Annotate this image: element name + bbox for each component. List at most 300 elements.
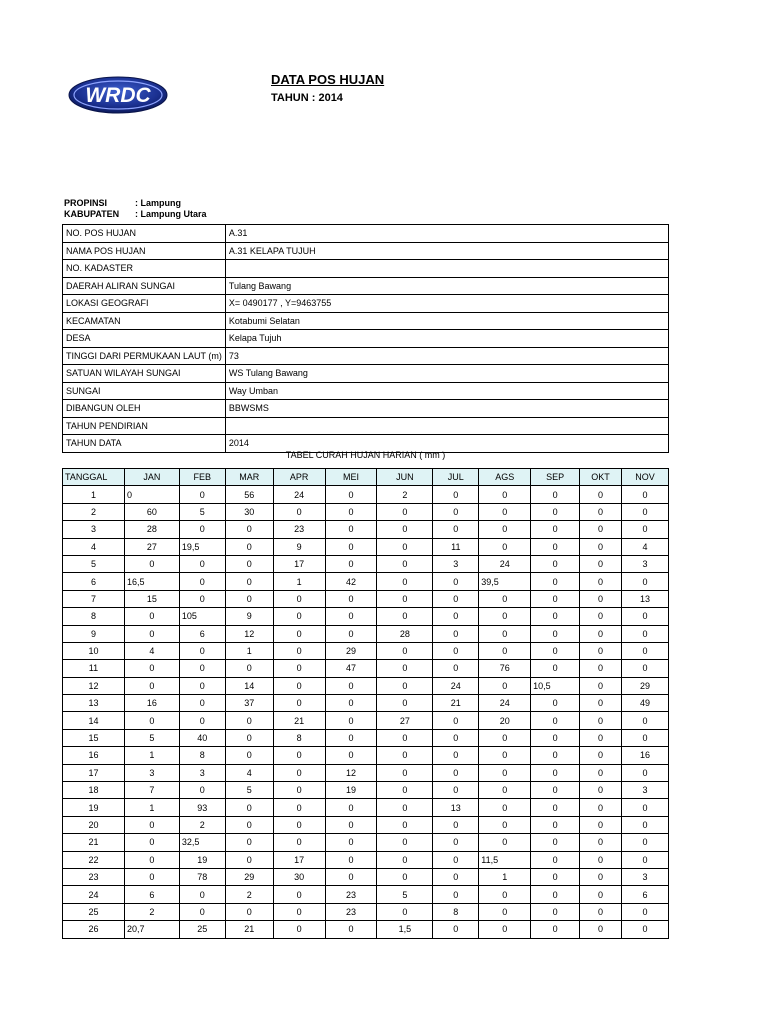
table-row (63, 573, 669, 590)
rain-cell: 24 (479, 695, 531, 712)
rain-cell: 0 (531, 851, 580, 868)
rain-cell: 0 (273, 590, 325, 607)
rain-cell: 0 (580, 538, 622, 555)
rain-cell: 0 (124, 868, 179, 885)
rain-cell: 13 (433, 799, 479, 816)
rain-cell: 0 (622, 921, 669, 938)
day-cell: 22 (63, 851, 125, 868)
rain-cell: 28 (124, 521, 179, 538)
rain-cell: 0 (273, 921, 325, 938)
info-value: Kelapa Tujuh (225, 330, 668, 348)
rain-cell: 0 (124, 677, 179, 694)
rain-cell: 0 (179, 486, 225, 503)
rain-cell: 0 (124, 608, 179, 625)
rain-cell: 0 (580, 590, 622, 607)
rain-cell: 0 (479, 503, 531, 520)
rain-cell: 0 (531, 695, 580, 712)
rain-cell: 0 (225, 538, 273, 555)
rain-cell: 0 (433, 712, 479, 729)
rain-cell: 24 (479, 555, 531, 572)
info-row (63, 365, 669, 383)
table-row (63, 834, 669, 851)
rain-cell: 0 (531, 486, 580, 503)
rain-cell: 0 (622, 729, 669, 746)
info-value (225, 260, 668, 278)
rain-cell: 0 (377, 764, 433, 781)
info-label: DESA (63, 330, 226, 348)
rain-cell: 21 (273, 712, 325, 729)
rain-cell: 78 (179, 868, 225, 885)
rain-cell: 0 (325, 816, 377, 833)
rain-cell: 0 (325, 799, 377, 816)
rain-cell: 30 (273, 868, 325, 885)
rain-cell: 0 (225, 660, 273, 677)
rain-cell: 0 (325, 834, 377, 851)
rain-cell: 0 (580, 816, 622, 833)
rain-cell: 0 (531, 782, 580, 799)
rain-cell: 3 (622, 555, 669, 572)
rain-cell: 20 (479, 712, 531, 729)
info-row (63, 312, 669, 330)
day-cell: 25 (63, 903, 125, 920)
rain-cell: 7 (124, 782, 179, 799)
rain-header-row (63, 469, 669, 486)
rain-cell: 0 (580, 851, 622, 868)
table-row (63, 799, 669, 816)
rain-cell: 60 (124, 503, 179, 520)
column-header: TANGGAL (63, 469, 125, 486)
info-value: 73 (225, 347, 668, 365)
rain-cell: 2 (124, 903, 179, 920)
rain-cell: 24 (433, 677, 479, 694)
table-row (63, 729, 669, 746)
rain-cell: 19,5 (179, 538, 225, 555)
rain-cell: 0 (580, 625, 622, 642)
rain-cell: 25 (179, 921, 225, 938)
column-header: JAN (124, 469, 179, 486)
rain-cell: 0 (433, 590, 479, 607)
rain-cell: 0 (531, 903, 580, 920)
rain-cell: 0 (377, 729, 433, 746)
day-cell: 24 (63, 886, 125, 903)
rain-cell: 0 (622, 486, 669, 503)
rain-cell: 0 (433, 729, 479, 746)
rain-cell: 0 (325, 695, 377, 712)
rain-cell: 0 (377, 868, 433, 885)
info-label: DAERAH ALIRAN SUNGAI (63, 277, 226, 295)
rain-cell: 24 (273, 486, 325, 503)
rain-cell: 0 (325, 590, 377, 607)
rain-cell: 0 (273, 503, 325, 520)
rain-cell: 0 (377, 851, 433, 868)
day-cell: 19 (63, 799, 125, 816)
rain-cell: 0 (124, 555, 179, 572)
rain-cell: 0 (273, 642, 325, 659)
rain-cell: 0 (273, 816, 325, 833)
day-cell: 11 (63, 660, 125, 677)
rain-cell: 0 (179, 886, 225, 903)
rain-cell: 0 (325, 868, 377, 885)
info-row (63, 295, 669, 313)
info-value: X= 0490177 , Y=9463755 (225, 295, 668, 313)
rain-cell: 5 (179, 503, 225, 520)
rain-cell: 0 (531, 712, 580, 729)
rain-cell: 0 (273, 660, 325, 677)
rain-cell: 0 (433, 608, 479, 625)
rain-cell: 0 (479, 903, 531, 920)
rain-cell: 0 (377, 695, 433, 712)
rain-cell: 0 (179, 521, 225, 538)
rain-cell: 27 (377, 712, 433, 729)
column-header: JUL (433, 469, 479, 486)
rain-cell: 0 (580, 747, 622, 764)
rain-cell: 19 (325, 782, 377, 799)
rain-cell: 0 (179, 660, 225, 677)
rain-cell: 9 (273, 538, 325, 555)
rain-cell: 9 (225, 608, 273, 625)
rain-cell: 39,5 (479, 573, 531, 590)
rain-cell: 0 (124, 816, 179, 833)
info-label: KECAMATAN (63, 312, 226, 330)
day-cell: 12 (63, 677, 125, 694)
rain-cell: 0 (124, 712, 179, 729)
rain-cell: 0 (580, 764, 622, 781)
rain-cell: 76 (479, 660, 531, 677)
rain-cell: 2 (377, 486, 433, 503)
rain-cell: 0 (179, 590, 225, 607)
rain-cell: 0 (273, 764, 325, 781)
table-row (63, 747, 669, 764)
rain-cell: 0 (622, 903, 669, 920)
info-value: 2014 (225, 435, 668, 453)
rain-cell: 29 (325, 642, 377, 659)
rain-cell: 0 (531, 886, 580, 903)
info-label: TAHUN DATA (63, 435, 226, 453)
rain-cell: 0 (479, 677, 531, 694)
rain-cell: 1 (273, 573, 325, 590)
rain-cell: 0 (124, 625, 179, 642)
rain-cell: 10,5 (531, 677, 580, 694)
day-cell: 3 (63, 521, 125, 538)
rain-cell: 0 (225, 799, 273, 816)
rain-cell: 0 (273, 886, 325, 903)
rain-cell: 0 (531, 503, 580, 520)
rain-cell: 0 (580, 729, 622, 746)
rain-cell: 0 (179, 573, 225, 590)
rain-cell: 0 (479, 747, 531, 764)
rain-cell: 0 (479, 608, 531, 625)
rain-cell: 3 (622, 868, 669, 885)
rain-cell: 0 (179, 695, 225, 712)
rain-cell: 0 (479, 538, 531, 555)
rain-cell: 0 (225, 851, 273, 868)
rain-cell: 0 (124, 834, 179, 851)
rain-cell: 0 (531, 521, 580, 538)
rain-cell: 0 (479, 625, 531, 642)
rain-cell: 0 (433, 747, 479, 764)
rain-cell: 0 (273, 782, 325, 799)
rain-cell: 0 (225, 521, 273, 538)
rain-cell: 14 (225, 677, 273, 694)
info-label: SATUAN WILAYAH SUNGAI (63, 365, 226, 383)
table-row (63, 695, 669, 712)
rain-cell: 0 (433, 521, 479, 538)
day-cell: 23 (63, 868, 125, 885)
rain-cell: 17 (273, 555, 325, 572)
rain-cell: 0 (622, 712, 669, 729)
rain-cell: 0 (377, 538, 433, 555)
rain-cell: 4 (622, 538, 669, 555)
table-row (63, 886, 669, 903)
rain-cell: 0 (622, 625, 669, 642)
rain-cell: 0 (433, 816, 479, 833)
rain-cell: 42 (325, 573, 377, 590)
info-value: Way Umban (225, 382, 668, 400)
column-header: NOV (622, 469, 669, 486)
info-row (63, 225, 669, 243)
rain-cell: 0 (531, 538, 580, 555)
day-cell: 1 (63, 486, 125, 503)
rain-cell: 40 (179, 729, 225, 746)
rain-cell: 0 (580, 868, 622, 885)
rain-cell: 0 (622, 799, 669, 816)
rain-cell: 21 (225, 921, 273, 938)
rain-cell: 0 (531, 555, 580, 572)
rain-cell: 5 (124, 729, 179, 746)
rain-cell: 0 (531, 799, 580, 816)
table-row (63, 608, 669, 625)
rain-cell: 0 (325, 486, 377, 503)
rain-cell: 20,7 (124, 921, 179, 938)
rain-cell: 17 (273, 851, 325, 868)
rain-cell: 56 (225, 486, 273, 503)
day-cell: 13 (63, 695, 125, 712)
rain-cell: 1 (479, 868, 531, 885)
rain-cell: 2 (225, 886, 273, 903)
info-value (225, 417, 668, 435)
rain-cell: 0 (273, 608, 325, 625)
rain-cell: 0 (580, 903, 622, 920)
wrdc-logo (68, 76, 168, 114)
rain-cell: 0 (580, 486, 622, 503)
rain-cell: 0 (325, 712, 377, 729)
rain-cell: 0 (622, 521, 669, 538)
rain-cell: 0 (622, 642, 669, 659)
rain-cell: 0 (433, 782, 479, 799)
rain-cell: 12 (325, 764, 377, 781)
rain-cell: 0 (433, 868, 479, 885)
rain-cell: 0 (580, 695, 622, 712)
table-row (63, 538, 669, 555)
rain-cell: 0 (273, 625, 325, 642)
rain-cell: 0 (580, 799, 622, 816)
rain-cell: 0 (479, 816, 531, 833)
rain-cell: 0 (433, 503, 479, 520)
rain-cell: 0 (622, 573, 669, 590)
table-row (63, 503, 669, 520)
rain-cell: 0 (479, 799, 531, 816)
rain-cell: 37 (225, 695, 273, 712)
rain-cell: 0 (580, 921, 622, 938)
table-row (63, 521, 669, 538)
rain-cell: 0 (325, 555, 377, 572)
rain-cell: 0 (531, 573, 580, 590)
rain-cell: 1 (124, 747, 179, 764)
rain-cell: 0 (273, 834, 325, 851)
rain-cell: 0 (325, 521, 377, 538)
day-cell: 6 (63, 573, 125, 590)
rain-cell: 0 (377, 573, 433, 590)
table-row (63, 660, 669, 677)
rain-cell: 0 (124, 851, 179, 868)
rain-cell: 3 (124, 764, 179, 781)
info-row (63, 330, 669, 348)
day-cell: 14 (63, 712, 125, 729)
rain-cell: 30 (225, 503, 273, 520)
rain-cell: 0 (377, 782, 433, 799)
rain-cell: 0 (225, 816, 273, 833)
propinsi-value: : Lampung (135, 198, 181, 208)
rain-cell: 0 (325, 921, 377, 938)
table-row (63, 486, 669, 503)
rain-cell: 0 (377, 816, 433, 833)
day-cell: 5 (63, 555, 125, 572)
rain-cell: 0 (433, 886, 479, 903)
rain-cell: 0 (325, 503, 377, 520)
rain-cell: 0 (179, 677, 225, 694)
rain-cell: 0 (325, 625, 377, 642)
info-row (63, 277, 669, 295)
table-row (63, 712, 669, 729)
rain-cell: 0 (225, 573, 273, 590)
rain-cell: 0 (531, 868, 580, 885)
rain-cell: 0 (433, 834, 479, 851)
rain-cell: 0 (179, 903, 225, 920)
info-row (63, 242, 669, 260)
column-header: OKT (580, 469, 622, 486)
rain-cell: 3 (179, 764, 225, 781)
rain-cell: 4 (124, 642, 179, 659)
rain-cell: 0 (225, 590, 273, 607)
day-cell: 26 (63, 921, 125, 938)
info-label: NO. KADASTER (63, 260, 226, 278)
table-row (63, 764, 669, 781)
rain-cell: 0 (622, 503, 669, 520)
info-label: TINGGI DARI PERMUKAAN LAUT (m) (63, 347, 226, 365)
table-row (63, 590, 669, 607)
rain-cell: 0 (580, 642, 622, 659)
rain-cell: 0 (433, 625, 479, 642)
kabupaten-label: KABUPATEN (64, 209, 120, 219)
rain-cell: 0 (377, 608, 433, 625)
rain-cell: 8 (179, 747, 225, 764)
day-cell: 9 (63, 625, 125, 642)
day-cell: 7 (63, 590, 125, 607)
rain-cell: 29 (225, 868, 273, 885)
rain-cell: 0 (433, 642, 479, 659)
rain-cell: 0 (622, 764, 669, 781)
rain-cell: 0 (225, 903, 273, 920)
table-row (63, 903, 669, 920)
rain-cell: 0 (377, 642, 433, 659)
kabupaten-line (64, 209, 207, 219)
rain-cell: 0 (433, 486, 479, 503)
rain-cell: 0 (531, 625, 580, 642)
table-row (63, 642, 669, 659)
info-value: Tulang Bawang (225, 277, 668, 295)
station-info-table (62, 224, 669, 453)
rain-cell: 6 (124, 886, 179, 903)
rain-cell: 0 (479, 486, 531, 503)
rain-cell: 5 (377, 886, 433, 903)
rain-cell: 1 (124, 799, 179, 816)
rain-cell: 0 (377, 590, 433, 607)
rain-cell: 32,5 (179, 834, 225, 851)
rain-cell: 0 (622, 660, 669, 677)
info-value: BBWSMS (225, 400, 668, 418)
rain-cell: 0 (479, 521, 531, 538)
table-row (63, 868, 669, 885)
rain-cell: 5 (225, 782, 273, 799)
rain-cell: 21 (433, 695, 479, 712)
column-header: MEI (325, 469, 377, 486)
rain-cell: 16,5 (124, 573, 179, 590)
rain-cell: 0 (377, 903, 433, 920)
table-row (63, 677, 669, 694)
rain-cell: 0 (479, 590, 531, 607)
rain-cell: 3 (622, 782, 669, 799)
day-cell: 20 (63, 816, 125, 833)
day-cell: 8 (63, 608, 125, 625)
info-label: NO. POS HUJAN (63, 225, 226, 243)
rain-cell: 93 (179, 799, 225, 816)
info-label: SUNGAI (63, 382, 226, 400)
rain-cell: 0 (225, 712, 273, 729)
rain-cell: 0 (479, 729, 531, 746)
rain-table-caption: TABEL CURAH HUJAN HARIAN ( mm ) (285, 450, 446, 460)
rain-cell: 2 (179, 816, 225, 833)
day-cell: 10 (63, 642, 125, 659)
rain-cell: 8 (273, 729, 325, 746)
rain-cell: 0 (479, 782, 531, 799)
rain-cell: 0 (622, 834, 669, 851)
rain-cell: 0 (433, 764, 479, 781)
rain-cell: 19 (179, 851, 225, 868)
rain-cell: 13 (622, 590, 669, 607)
rain-cell: 0 (531, 747, 580, 764)
rain-cell: 0 (580, 521, 622, 538)
info-row (63, 417, 669, 435)
rain-cell: 0 (433, 660, 479, 677)
rain-cell: 0 (479, 834, 531, 851)
day-cell: 4 (63, 538, 125, 555)
rain-cell: 0 (580, 712, 622, 729)
rain-cell: 0 (531, 816, 580, 833)
rain-cell: 0 (377, 834, 433, 851)
day-cell: 21 (63, 834, 125, 851)
rain-cell: 11,5 (479, 851, 531, 868)
rain-cell: 0 (325, 608, 377, 625)
rain-cell: 0 (377, 555, 433, 572)
rain-cell: 15 (124, 590, 179, 607)
info-row (63, 260, 669, 278)
logo-text: WRDC (85, 84, 151, 107)
rainfall-table (62, 468, 669, 939)
info-value: WS Tulang Bawang (225, 365, 668, 383)
rain-cell: 49 (622, 695, 669, 712)
rain-cell: 0 (433, 921, 479, 938)
rain-cell: 0 (377, 677, 433, 694)
